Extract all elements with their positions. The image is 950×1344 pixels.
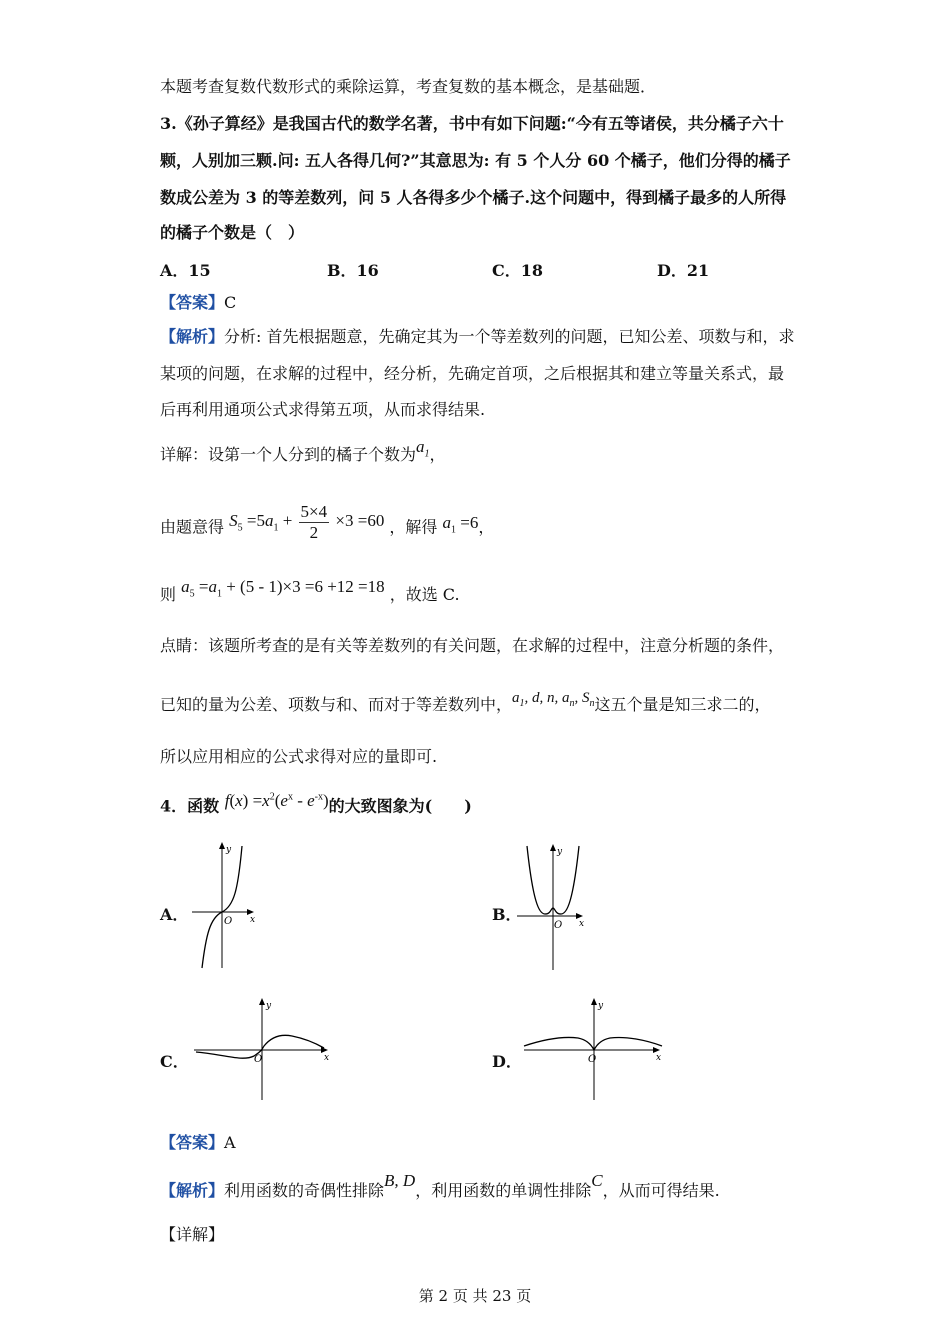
intro-text: 本题考查复数代数形式的乘除运算，考查复数的基本概念，是基础题．	[160, 77, 657, 96]
formula-quantities: $a_1$, d, n, $a_n$, $S_n$	[512, 690, 595, 709]
formula-a1: $a_1$	[416, 437, 430, 460]
answer-tag: 【答案】	[160, 1133, 225, 1152]
q3-analysis-line-1	[160, 326, 795, 348]
svg-text:x: x	[250, 915, 256, 925]
svg-text:x: x	[324, 1053, 330, 1063]
q3-analysis-line-2: 某项的问题，在求解的过程中，经分析，先确定首项，之后根据其和建立等量关系式，最	[160, 364, 785, 383]
svg-text:O: O	[554, 920, 563, 931]
q3-comment-line-2: 已知的量为公差、项数与和、而对于等差数列中，$a_1$, d, n, $a_n$, $S_n$这五个量是知三求二的，	[160, 690, 771, 714]
formula-s5: $S_5 =5a_1$ + $\frac{5\times 4}{2}$ ×3 =60	[229, 502, 385, 542]
analysis-tag: 【解析】	[160, 327, 225, 346]
svg-text:O: O	[254, 1054, 263, 1065]
q3-option-a: A．15	[160, 261, 211, 280]
formula-a5: $a_5 =a_1 + (5 - 1)\times 3 =6 +12 =18$	[181, 577, 385, 600]
q3-analysis-line-3: 后再利用通项公式求得第五项，从而求得结果.	[160, 400, 486, 419]
analysis-text: 分析: 首先根据题意，先确定其为一个等差数列的问题，已知公差、项数与和，求	[224, 327, 795, 346]
q4-option-c: C．	[160, 1052, 189, 1071]
svg-text:O: O	[224, 916, 233, 927]
graph-option-d	[522, 992, 667, 1102]
q4-option-a: A．	[160, 905, 189, 924]
answer-value: A	[224, 1133, 236, 1152]
q3-detail-line-2: 由题意得 $S_5 =5a_1$ + $\frac{5\times 4}{2}$ ×3 =60 ，解得 $a_1 =6$，	[160, 502, 495, 542]
q4-stem: 4．函数 $f(x) =x^2(e^x - e^{-x})$的大致图象为( )	[160, 790, 472, 816]
q4-option-d: D．	[492, 1052, 522, 1071]
q3-line-4: 的橘子个数是（ ）	[160, 223, 305, 242]
q3-detail-line-3: 则 $a_5 =a_1 + (5 - 1)\times 3 =6 +12 =18$ ，故选 C.	[160, 577, 460, 604]
q3-option-d: D．21	[657, 261, 710, 280]
q4-answer-row	[160, 1132, 236, 1154]
graph-option-b	[515, 842, 595, 972]
q3-line-2: 颗，人别加三颗.问: 五人各得几何?”其意思为: 有 5 个人分 60 个橘子，他们分得的橘子	[160, 151, 791, 170]
svg-text:y: y	[598, 1001, 604, 1011]
svg-text:y: y	[557, 847, 563, 857]
answer-tag: 【答案】	[160, 293, 225, 312]
formula-function: $f(x) =x^2(e^x - e^{-x})$	[224, 790, 329, 810]
q4-option-b: B．	[492, 905, 522, 924]
analysis-tag: 【解析】	[160, 1181, 225, 1200]
formula-c: C	[591, 1171, 603, 1190]
q3-line-3: 数成公差为 3 的等差数列，问 5 人各得多少个橘子.这个问题中，得到橘子最多的人所得	[160, 188, 787, 207]
graph-option-c	[192, 992, 337, 1102]
q3-option-b: B．16	[327, 261, 379, 280]
q3-answer-row	[160, 292, 236, 314]
svg-text:y: y	[266, 1001, 272, 1011]
q4-detail-tag: 【详解】	[160, 1225, 225, 1244]
graph-option-a	[190, 840, 270, 970]
svg-text:y: y	[226, 845, 232, 855]
page-footer: 第 2 页 共 23 页	[418, 1287, 532, 1305]
answer-value: C	[224, 293, 237, 312]
formula-bd: B, D	[384, 1171, 416, 1190]
q3-detail-line-1: 详解：设第一个人分到的橘子个数为$a_1$，	[160, 437, 446, 464]
svg-text:x: x	[656, 1053, 662, 1063]
svg-text:O: O	[588, 1054, 597, 1065]
q3-line-1: 3.《孙子算经》是我国古代的数学名著，书中有如下问题:“今有五等诸侯，共分橘子六十	[160, 114, 784, 133]
formula-a1-value: $a_1 =6$	[442, 513, 479, 536]
q3-option-c: C．18	[492, 261, 544, 280]
svg-text:x: x	[579, 919, 585, 929]
q3-comment-line-3: 所以应用相应的公式求得对应的量即可.	[160, 747, 438, 766]
q4-analysis-row: 【解析】利用函数的奇偶性排除B, D，利用函数的单调性排除C，从而可得结果.	[160, 1171, 720, 1200]
q3-comment-line-1: 点睛：该题所考查的是有关等差数列的有关问题，在求解的过程中，注意分析题的条件，	[160, 636, 785, 655]
